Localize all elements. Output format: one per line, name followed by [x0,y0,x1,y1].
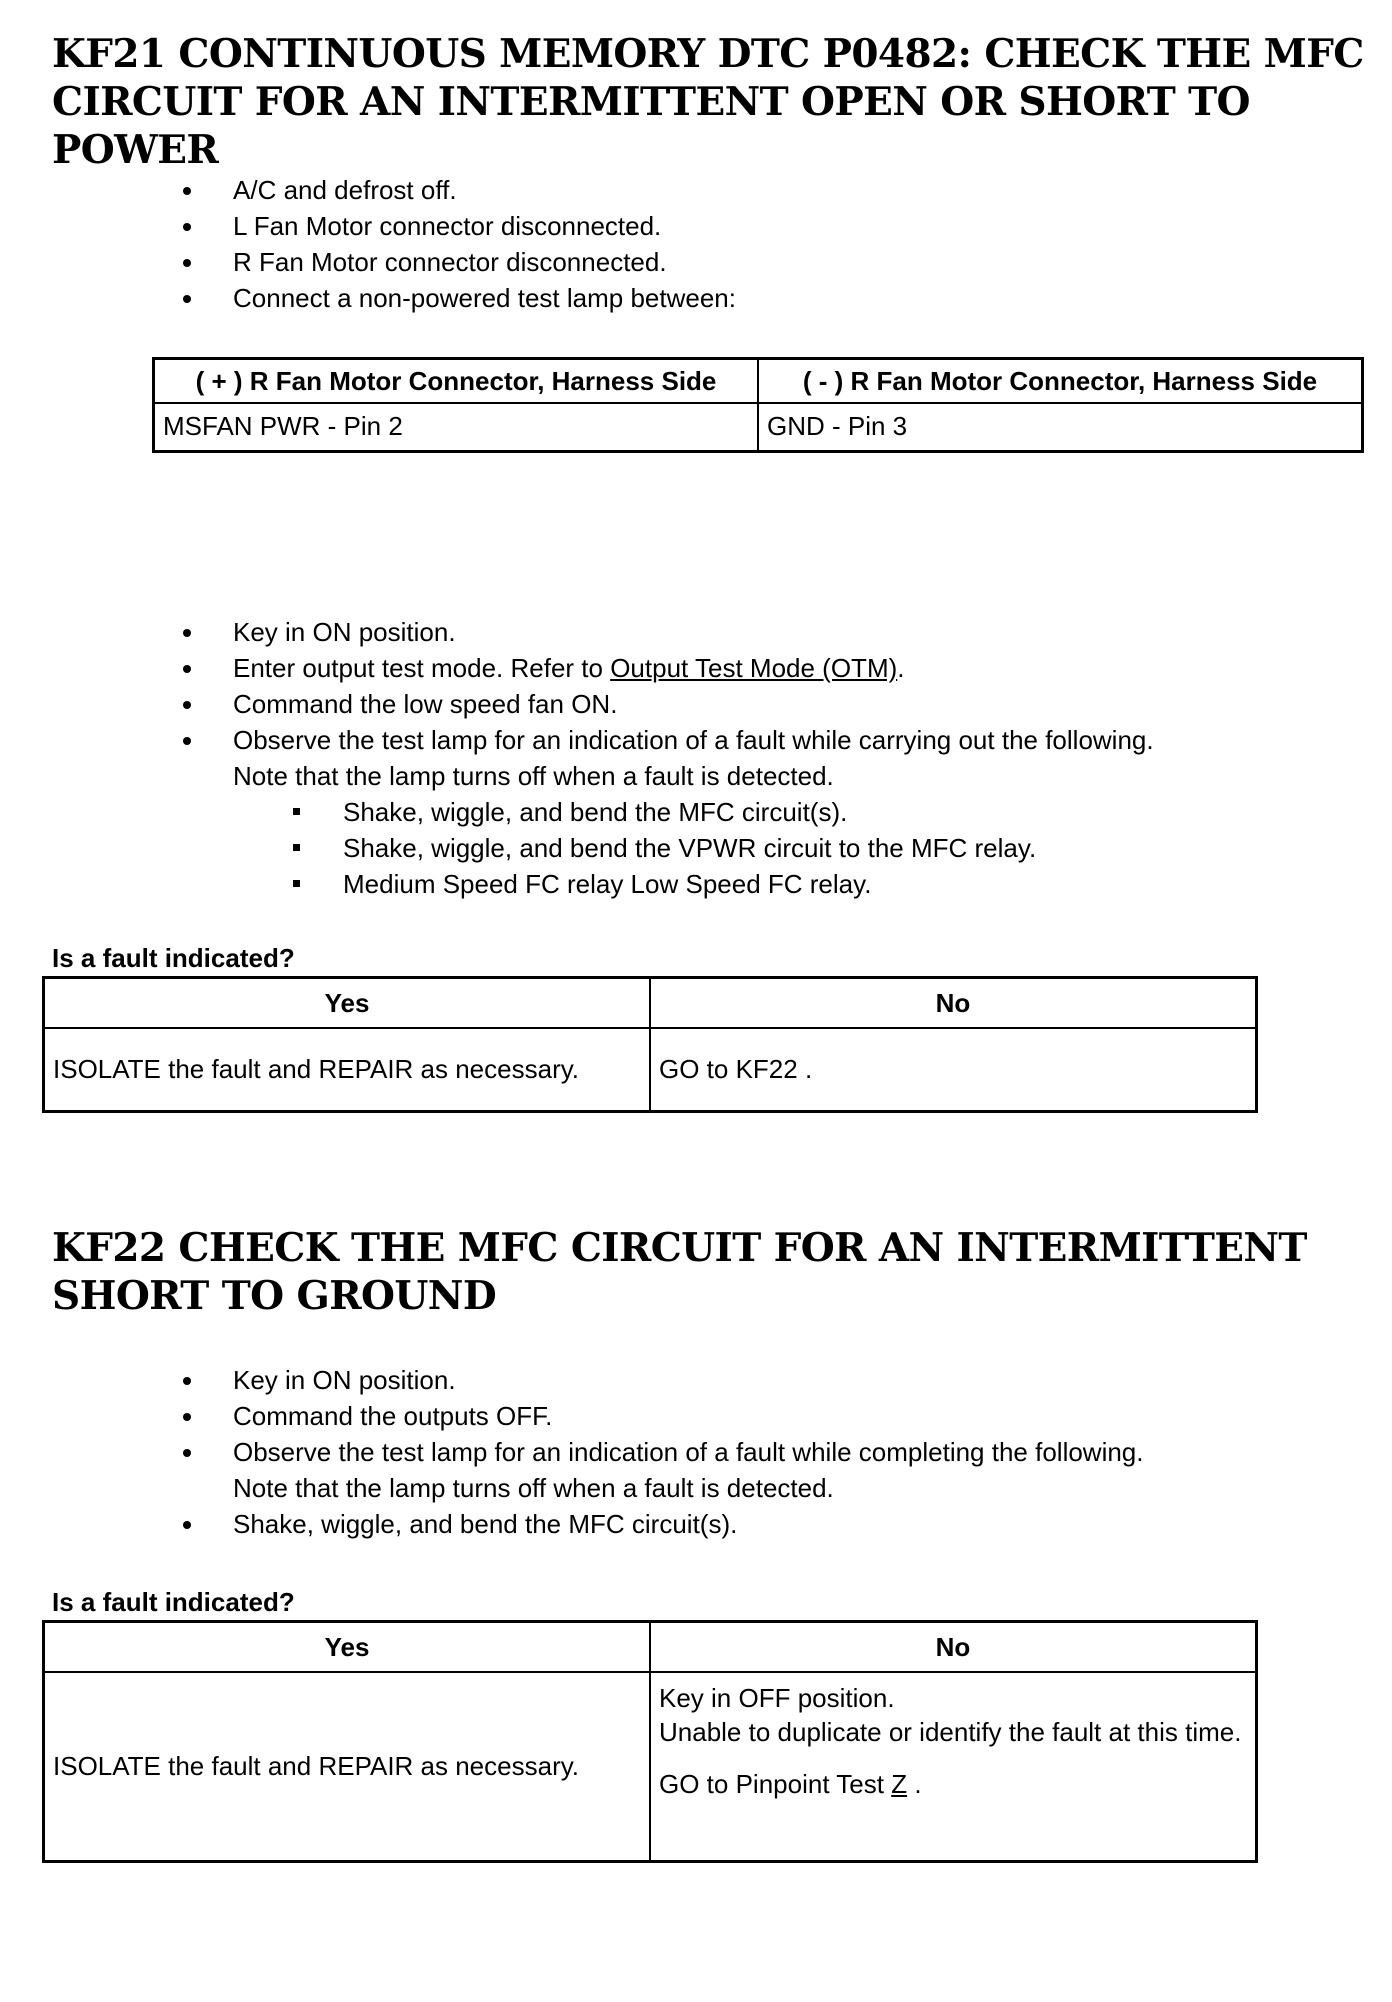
list-item: Shake, wiggle, and bend the MFC circuit(s). [233,1506,1353,1542]
list-item: Observe the test lamp for an indication of a fault while completing the following. Note that the lamp turns off when a fault is detected. [233,1434,1353,1506]
list-item: Key in ON position. [233,614,1353,650]
kf22-question: Is a fault indicated? [52,1587,295,1617]
kf21-setup-list [233,172,736,316]
square-bullet-icon [293,844,300,851]
title-line: SHORT TO GROUND [52,1273,497,1319]
cell-line: GO to Pinpoint Test Z . [659,1768,922,1799]
table-cell: GND - Pin 3 [758,403,1363,451]
sub-list [233,794,1353,902]
otm-link[interactable]: Output Test Mode (OTM) [610,653,898,683]
list-item: L Fan Motor connector disconnected. [233,208,736,244]
square-bullet-icon [293,880,300,887]
list-item: Connect a non-powered test lamp between: [233,280,736,316]
list-item: Observe the test lamp for an indication of a fault while carrying out the following. Note that the lamp turns off when a fault is detected. Shake, wiggle, and bend the MFC circuit(s). Shake, wiggle, and bend the VPWR circuit to the MFC relay. Medium Speed FC relay Low Speed FC relay. [233,722,1353,902]
bullet-icon [183,259,191,267]
bullet-icon [183,1449,191,1457]
note-text: Note that the lamp turns off when a fault is detected. [233,761,834,791]
kf21-question: Is a fault indicated? [52,943,295,973]
title-line: KF21 CONTINUOUS MEMORY DTC P0482: CHECK THE MFC [52,31,1364,77]
bullet-icon [183,701,191,709]
yes-cell: ISOLATE the fault and REPAIR as necessary. [44,1028,651,1112]
bullet-icon [183,295,191,303]
bullet-icon [183,223,191,231]
kf22-result-table [42,1620,1258,1863]
section-kf21-title [52,30,1372,174]
no-header: No [650,978,1257,1028]
sub-list-item: Medium Speed FC relay Low Speed FC relay. [343,866,1353,902]
sub-list-item: Shake, wiggle, and bend the MFC circuit(s). [343,794,1353,830]
kf22-procedure-list [233,1362,1353,1542]
list-item: Key in ON position. [233,1362,1353,1398]
no-cell: GO to KF22 . [650,1028,1257,1112]
bullet-icon [183,1521,191,1529]
bullet-icon [183,665,191,673]
bullet-icon [183,737,191,745]
title-line: CIRCUIT FOR AN INTERMITTENT OPEN OR SHORT TO POWER [52,79,1250,173]
cell-line: Unable to duplicate or identify the fault at this time. [659,1716,1242,1747]
section-kf22-title [52,1224,1372,1320]
table-cell: MSFAN PWR - Pin 2 [154,403,759,451]
connector-table [152,357,1364,453]
list-item: R Fan Motor connector disconnected. [233,244,736,280]
column-header: ( - ) R Fan Motor Connector, Harness Side [758,359,1363,404]
yes-header: Yes [44,978,651,1028]
list-item: Command the low speed fan ON. [233,686,1353,722]
no-cell [650,1672,1257,1862]
bullet-icon [183,187,191,195]
kf21-procedure-list [233,614,1353,902]
list-item: Command the outputs OFF. [233,1398,1353,1434]
cell-line: Key in OFF position. [659,1682,895,1713]
bullet-icon [183,629,191,637]
no-header: No [650,1622,1257,1672]
yes-cell: ISOLATE the fault and REPAIR as necessary. [44,1672,651,1862]
bullet-icon [183,1377,191,1385]
note-text: Note that the lamp turns off when a fault is detected. [233,1473,834,1503]
sub-list-item: Shake, wiggle, and bend the VPWR circuit to the MFC relay. [343,830,1353,866]
pinpoint-test-link[interactable]: Z [891,1768,908,1799]
bullet-icon [183,1413,191,1421]
square-bullet-icon [293,808,300,815]
list-item: Enter output test mode. Refer to Output Test Mode (OTM). [233,650,1353,686]
yes-header: Yes [44,1622,651,1672]
column-header: ( + ) R Fan Motor Connector, Harness Side [154,359,759,404]
kf21-result-table [42,976,1258,1113]
title-line: KF22 CHECK THE MFC CIRCUIT FOR AN INTERMITTENT [52,1225,1307,1271]
list-item: A/C and defrost off. [233,172,736,208]
